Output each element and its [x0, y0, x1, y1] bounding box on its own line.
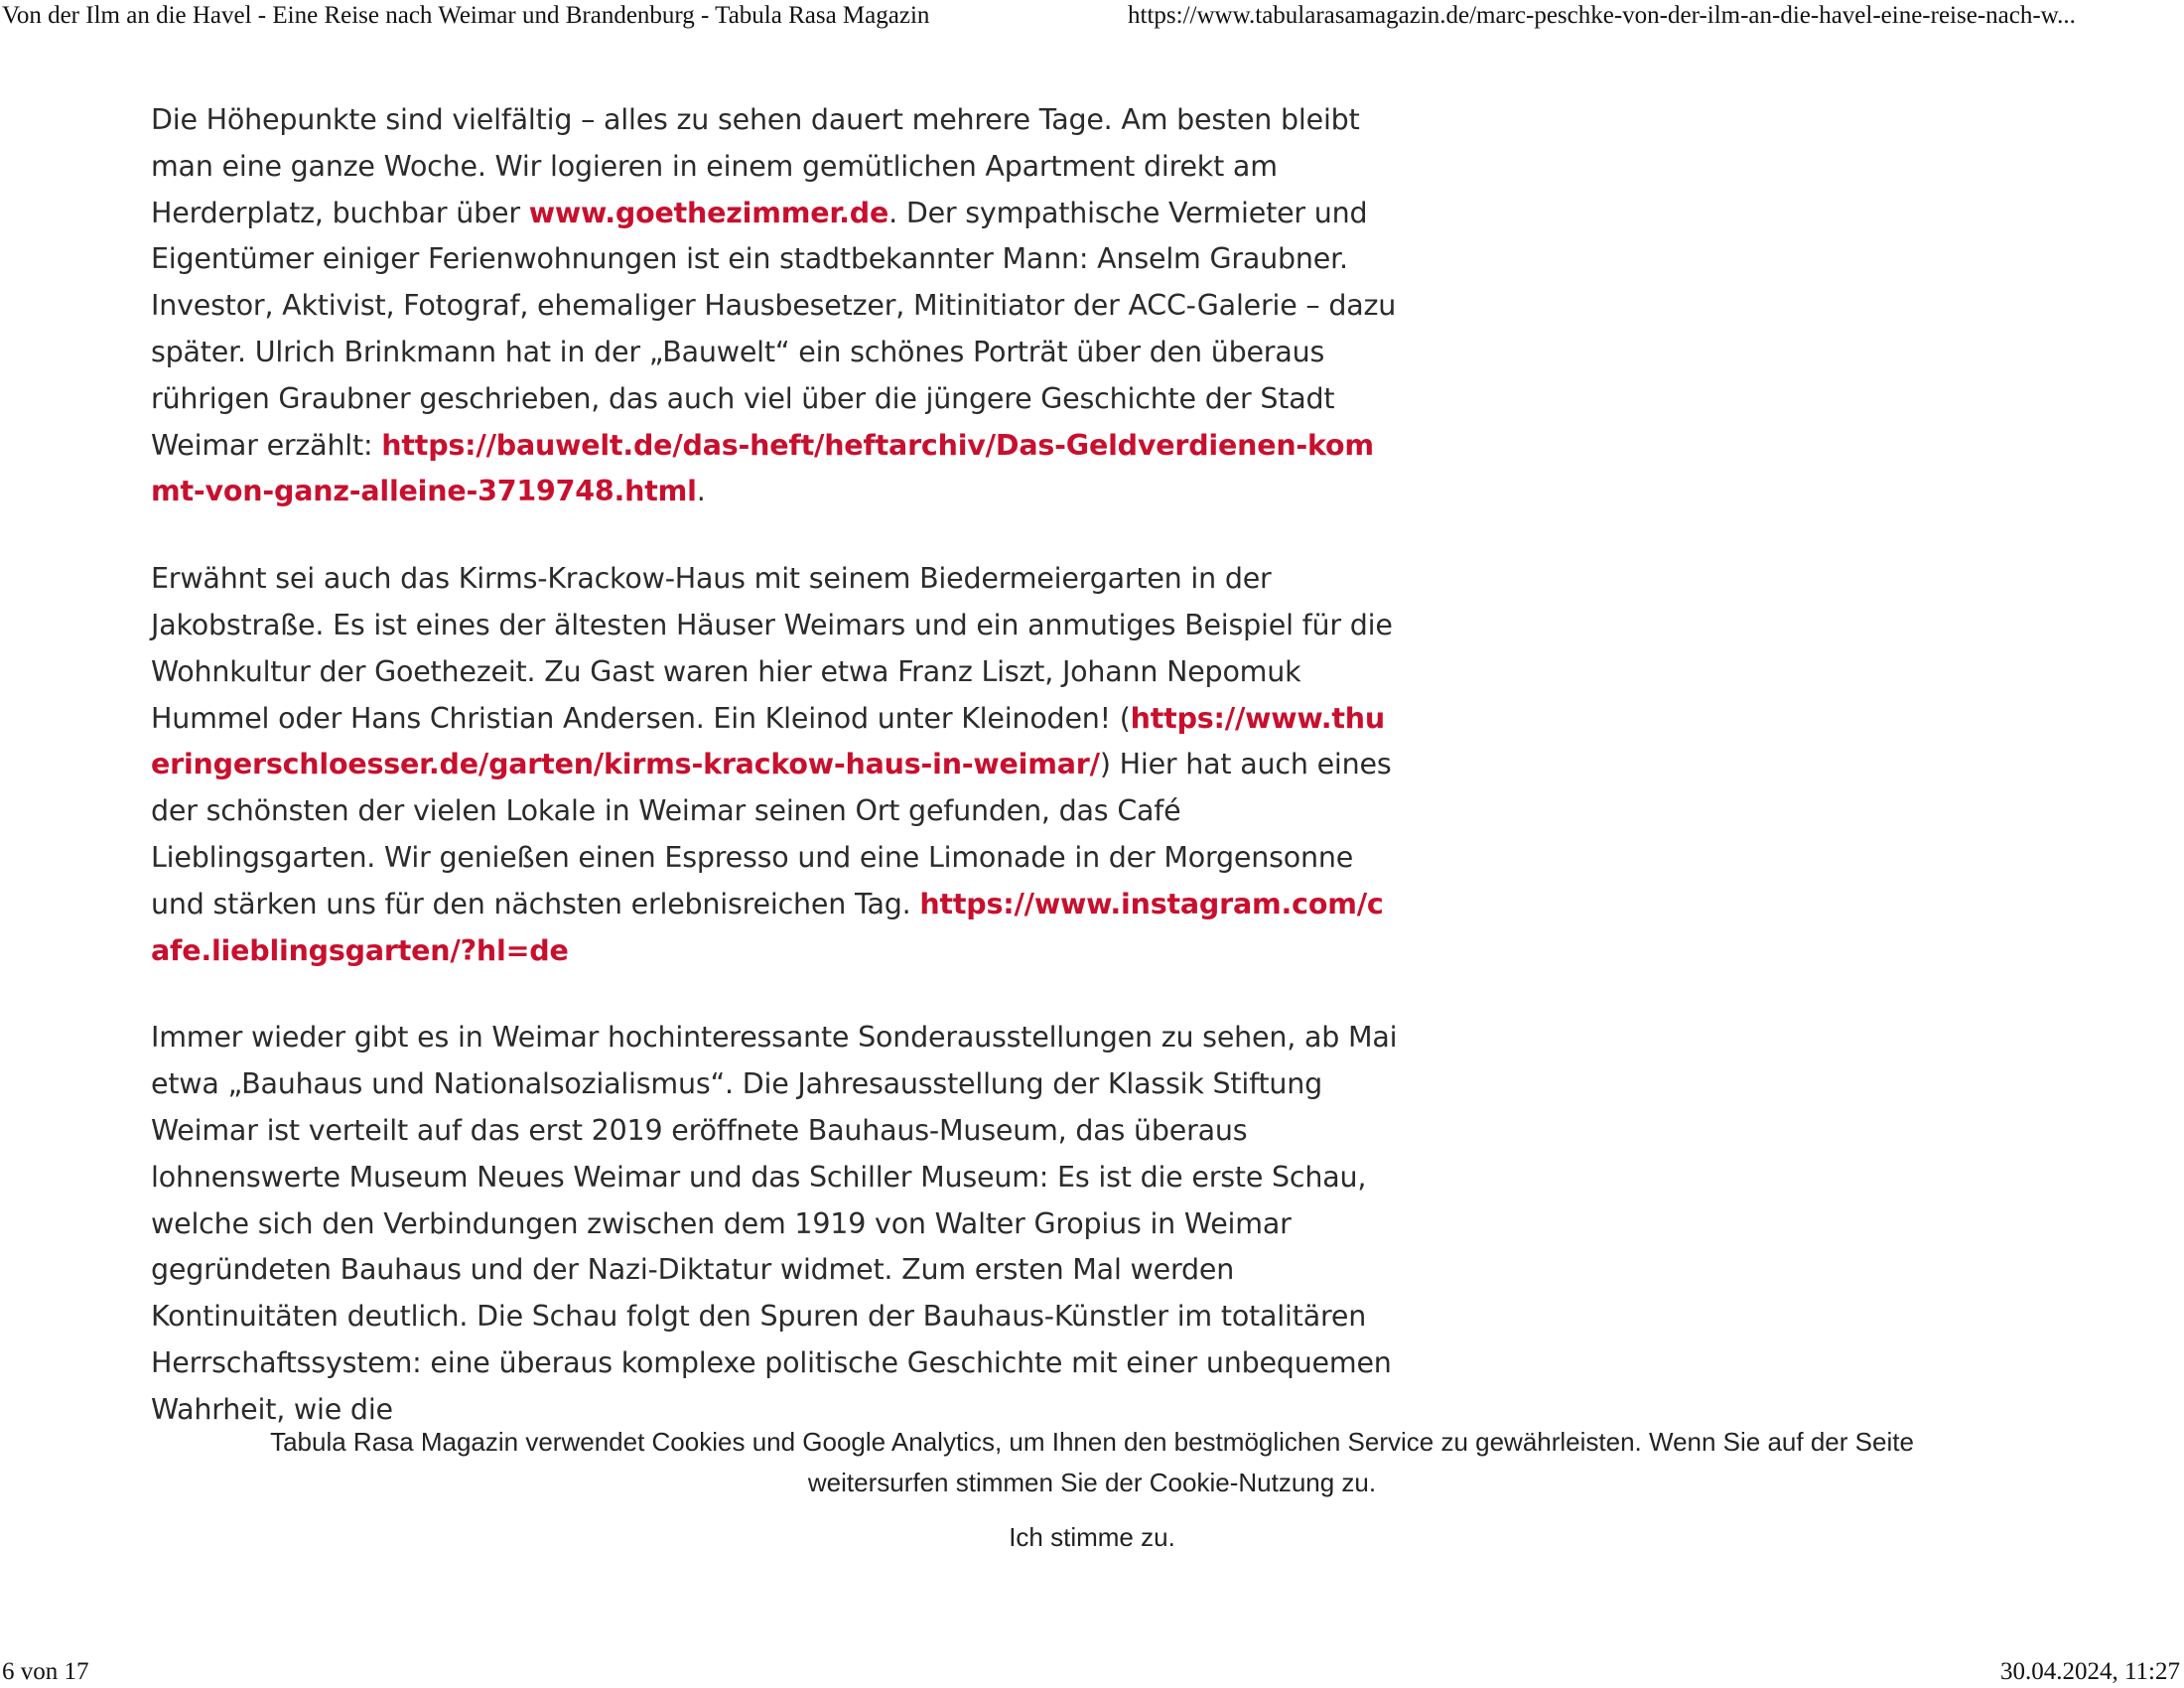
- paragraph-2-text-b: ) Hier hat auch eines der schönsten der vielen Lokale in Weimar seinen Ort gefunden, das Café Lieblingsgarten. Wir genießen einen Espresso und eine Limonade in der Morgensonne und stärken uns für den nächsten erlebnisreichen Tag.: [151, 748, 1392, 920]
- cookie-banner: [0, 1422, 2184, 1558]
- instagram-link[interactable]: https://www.instagram.com/cafe.lieblingsgarten/?hl=de: [151, 887, 1384, 967]
- goethezimmer-link[interactable]: www.goethezimmer.de: [528, 196, 889, 229]
- bauwelt-link[interactable]: https://bauwelt.de/das-heft/heftarchiv/Das-Geldverdienen-kommt-von-ganz-alleine-3719748.html: [151, 428, 1374, 508]
- paragraph-1-text-a: Die Höhepunkte sind vielfältig – alles zu sehen dauert mehrere Tage. Am besten bleibt man eine ganze Woche. Wir logieren in einem gemütlichen Apartment direkt am Herderplatz, buchbar über: [151, 103, 1360, 229]
- paragraph-3-text-a: Immer wieder gibt es in Weimar hochinteressante Sonderausstellungen zu sehen, ab Mai etwa „Bauhaus und Nationalsozialismus“. Die Jahresausstellung der Klassik Stiftung Weimar ist verteilt auf das erst 2019 eröffnete Bauhaus-Museum, das überaus lohnenswerte Museum Neues Weimar und das Schiller Museum: Es ist die erste Schau, welche sich den Verbindungen zwischen dem 1919 von Walter Gropius in Weimar gegründeten Bauhaus und der Nazi-Diktatur widmet. Zum ersten Mal werden Kontinuitäten deutlich. Die Schau folgt den Spuren der Bauhaus-Künstler im totalitären Herrschaftssystem: eine überaus komplexe politische Geschichte mit einer unbequemen Wahrheit, wie die: [151, 1021, 1398, 1426]
- cookie-message: Tabula Rasa Magazin verwendet Cookies und Google Analytics, um Ihnen den bestmöglichen Service zu gewährleisten. Wenn Sie auf der Seite weitersurfen stimmen Sie der Cookie-Nutzung zu.: [270, 1427, 1914, 1497]
- thueringerschloesser-link[interactable]: https://www.thueringerschloesser.de/garten/kirms-krackow-haus-in-weimar/: [151, 701, 1385, 781]
- page-number: 6 von 17: [2, 1658, 89, 1685]
- page-title: Von der Ilm an die Havel - Eine Reise nach Weimar und Brandenburg - Tabula Rasa Magazin: [2, 2, 930, 29]
- cookie-accept-button[interactable]: Ich stimme zu.: [1009, 1522, 1175, 1552]
- article-body: [151, 97, 1402, 1475]
- paragraph-1-text-c: .: [696, 475, 706, 508]
- paragraph-1-text-b: . Der sympathische Vermieter und Eigentümer einiger Ferienwohnungen ist ein stadtbekannter Mann: Anselm Graubner. Investor, Aktivist, Fotograf, ehemaliger Hausbesetzer, Mitinitiator der ACC-Galerie – dazu später. Ulrich Brinkmann hat in der „Bauwelt“ ein schönes Porträt über den überaus rührigen Graubner geschrieben, das auch viel über die jüngere Geschichte der Stadt Weimar erzählt:: [151, 196, 1397, 462]
- paragraph-1: [151, 97, 1402, 515]
- print-header: [0, 0, 2184, 40]
- paragraph-2: [151, 556, 1402, 974]
- print-datetime: 30.04.2024, 11:27: [1999, 1658, 2180, 1685]
- paragraph-3: [151, 1015, 1402, 1433]
- page-url: https://www.tabularasamagazin.de/marc-peschke-von-der-ilm-an-die-havel-eine-reise-nach-w...: [1128, 2, 2076, 29]
- paragraph-2-text-a: Erwähnt sei auch das Kirms-Krackow-Haus mit seinem Biedermeiergarten in der Jakobstraße. Es ist eines der ältesten Häuser Weimars und ein anmutiges Beispiel für die Wohnkultur der Goethezeit. Zu Gast waren hier etwa Franz Liszt, Johann Nepomuk Hummel oder Hans Christian Andersen. Ein Kleinod unter Kleinoden! (: [151, 562, 1393, 735]
